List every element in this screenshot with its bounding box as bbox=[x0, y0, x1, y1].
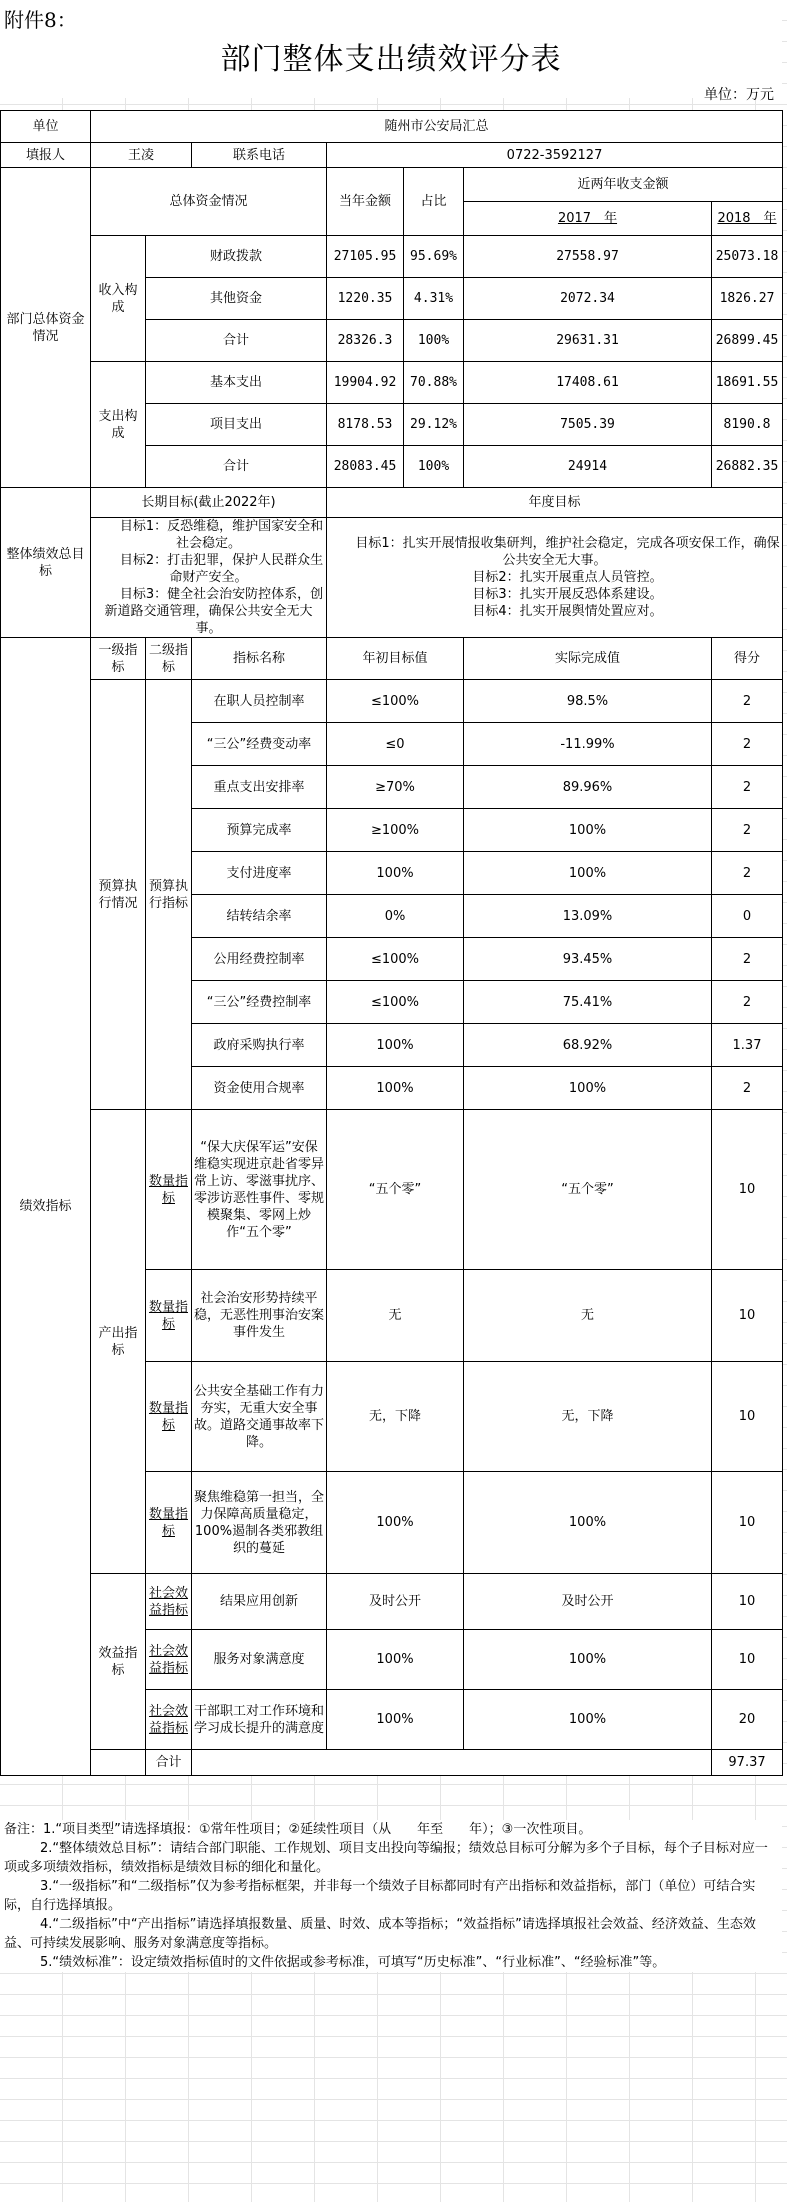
amount-2018-cell[interactable]: 26899.45 bbox=[712, 320, 783, 362]
ratio-cell[interactable]: 4.31% bbox=[404, 278, 464, 320]
phone-label-cell[interactable]: 联系电话 bbox=[192, 143, 327, 168]
score-cell[interactable]: 0 bbox=[712, 895, 783, 938]
score-cell[interactable]: 10 bbox=[712, 1362, 783, 1472]
lvl2-cell[interactable]: 社会效益指标 bbox=[146, 1630, 192, 1690]
score-cell[interactable]: 10 bbox=[712, 1630, 783, 1690]
funds-header-row bbox=[1, 168, 783, 202]
goals-header-row bbox=[1, 488, 783, 518]
target-cell[interactable]: ≤0 bbox=[327, 723, 464, 766]
actual-cell[interactable]: 89.96% bbox=[464, 766, 712, 809]
ratio-header[interactable]: 占比 bbox=[404, 168, 464, 236]
indicator-name-header[interactable]: 指标名称 bbox=[192, 638, 327, 680]
unit-label: 单位：万元 bbox=[704, 87, 774, 103]
indicator-row bbox=[1, 1574, 783, 1630]
actual-cell[interactable]: “五个零” bbox=[464, 1110, 712, 1270]
actual-cell[interactable]: 75.41% bbox=[464, 981, 712, 1024]
lvl2-header[interactable]: 二级指标 bbox=[146, 638, 192, 680]
actual-cell[interactable]: 100% bbox=[464, 1472, 712, 1574]
overall-funds-label[interactable]: 总体资金情况 bbox=[91, 168, 327, 236]
score-cell[interactable]: 2 bbox=[712, 1067, 783, 1110]
benefit-lvl1-label[interactable]: 效益指标 bbox=[91, 1574, 146, 1750]
lvl2-cell[interactable]: 数量指标 bbox=[146, 1472, 192, 1574]
indicator-name-cell[interactable]: 重点支出安排率 bbox=[192, 766, 327, 809]
actual-header[interactable]: 实际完成值 bbox=[464, 638, 712, 680]
indicator-name-cell[interactable]: 资金使用合规率 bbox=[192, 1067, 327, 1110]
filler-value-cell[interactable]: 王凌 bbox=[91, 143, 192, 168]
current-amount-cell[interactable]: 27105.95 bbox=[327, 236, 404, 278]
amount-2017-cell[interactable]: 24914 bbox=[464, 446, 712, 488]
indicator-row bbox=[1, 1110, 783, 1270]
fund-name-cell[interactable]: 合计 bbox=[146, 446, 327, 488]
amount-2017-cell[interactable]: 17408.61 bbox=[464, 362, 712, 404]
target-cell[interactable]: 及时公开 bbox=[327, 1574, 464, 1630]
unit-value-cell[interactable]: 随州市公安局汇总 bbox=[91, 111, 783, 143]
target-cell[interactable]: ≥70% bbox=[327, 766, 464, 809]
indicator-name-cell[interactable]: 支付进度率 bbox=[192, 852, 327, 895]
funds-row bbox=[1, 236, 783, 278]
score-cell[interactable]: 10 bbox=[712, 1270, 783, 1362]
funds-section-label[interactable]: 部门总体资金情况 bbox=[1, 168, 91, 488]
actual-cell[interactable]: 100% bbox=[464, 852, 712, 895]
amount-2017-cell[interactable]: 2072.34 bbox=[464, 278, 712, 320]
indicator-name-cell[interactable]: 结转结余率 bbox=[192, 895, 327, 938]
goals-section-label[interactable]: 整体绩效总目标 bbox=[1, 488, 91, 638]
lvl2-cell[interactable]: 社会效益指标 bbox=[146, 1690, 192, 1750]
score-cell[interactable]: 20 bbox=[712, 1690, 783, 1750]
goals-text-row bbox=[1, 518, 783, 638]
lvl2-cell[interactable]: 社会效益指标 bbox=[146, 1574, 192, 1630]
phone-value-cell[interactable]: 0722-3592127 bbox=[327, 143, 783, 168]
score-header[interactable]: 得分 bbox=[712, 638, 783, 680]
amount-2018-cell[interactable]: 18691.55 bbox=[712, 362, 783, 404]
indicator-name-cell[interactable]: 预算完成率 bbox=[192, 809, 327, 852]
actual-cell[interactable]: 68.92% bbox=[464, 1024, 712, 1067]
funds-row bbox=[1, 362, 783, 404]
footnote-2: 2.“整体绩效总目标”：请结合部门职能、工作规划、项目支出投向等编报；绩效总目标可分解为多个子目标，每个子目标对应一项或多项绩效指标，绩效指标是绩效目标的细化和量化。 bbox=[4, 1841, 768, 1875]
footnote-5: 5.“绩效标准”：设定绩效指标值时的文件依据或参考标准，可填写“历史标准”、“行业标准”、“经验标准”等。 bbox=[40, 1955, 666, 1970]
perf-section-label[interactable]: 绩效指标 bbox=[1, 638, 91, 1776]
score-cell[interactable]: 2 bbox=[712, 938, 783, 981]
indicator-name-cell[interactable]: 政府采购执行率 bbox=[192, 1024, 327, 1067]
actual-cell[interactable]: 100% bbox=[464, 1067, 712, 1110]
target-header[interactable]: 年初目标值 bbox=[327, 638, 464, 680]
current-amount-cell[interactable]: 8178.53 bbox=[327, 404, 404, 446]
total-label-cell[interactable]: 合计 bbox=[146, 1750, 192, 1776]
target-cell[interactable]: 100% bbox=[327, 1690, 464, 1750]
current-amount-cell[interactable]: 1220.35 bbox=[327, 278, 404, 320]
footnotes bbox=[0, 1820, 782, 1972]
score-cell[interactable]: 10 bbox=[712, 1574, 783, 1630]
score-cell[interactable]: 10 bbox=[712, 1472, 783, 1574]
ratio-cell[interactable]: 95.69% bbox=[404, 236, 464, 278]
total-spacer-cell[interactable] bbox=[91, 1750, 146, 1776]
unit-label-cell[interactable]: 单位 bbox=[1, 111, 91, 143]
ratio-cell[interactable]: 70.88% bbox=[404, 362, 464, 404]
indicator-name-cell[interactable]: 公用经费控制率 bbox=[192, 938, 327, 981]
score-cell[interactable]: 1.37 bbox=[712, 1024, 783, 1067]
long-term-goal-text[interactable]: 目标1：反恐维稳，维护国家安全和社会稳定。 目标2：打击犯罪，保护人民群众生命财产安全。 目标3：健全社会治安防控体系，创新道路交通管理，确保公共安全无大事。 bbox=[91, 518, 327, 638]
perf-header-row bbox=[1, 638, 783, 680]
current-amount-header[interactable]: 当年金额 bbox=[327, 168, 404, 236]
actual-cell[interactable]: 无，下降 bbox=[464, 1362, 712, 1472]
target-cell[interactable]: “五个零” bbox=[327, 1110, 464, 1270]
target-cell[interactable]: 100% bbox=[327, 852, 464, 895]
ratio-cell[interactable]: 100% bbox=[404, 446, 464, 488]
score-cell[interactable]: 10 bbox=[712, 1110, 783, 1270]
target-cell[interactable]: 100% bbox=[327, 1024, 464, 1067]
score-cell[interactable]: 2 bbox=[712, 766, 783, 809]
filler-row bbox=[1, 143, 783, 168]
target-cell[interactable]: 100% bbox=[327, 1630, 464, 1690]
amount-2018-cell[interactable]: 8190.8 bbox=[712, 404, 783, 446]
footnote-1: 备注：1.“项目类型”请选择填报：①常年性项目；②延续性项目（从 年至 年）；③一次性项目。 bbox=[4, 1822, 592, 1837]
fund-name-cell[interactable]: 财政拨款 bbox=[146, 236, 327, 278]
indicator-name-cell[interactable]: 服务对象满意度 bbox=[192, 1630, 327, 1690]
amount-2017-cell[interactable]: 7505.39 bbox=[464, 404, 712, 446]
indicator-name-cell[interactable]: 在职人员控制率 bbox=[192, 680, 327, 723]
current-amount-cell[interactable]: 19904.92 bbox=[327, 362, 404, 404]
score-cell[interactable]: 2 bbox=[712, 680, 783, 723]
current-amount-cell[interactable]: 28326.3 bbox=[327, 320, 404, 362]
fund-name-cell[interactable]: 合计 bbox=[146, 320, 327, 362]
indicator-name-cell[interactable]: 公共安全基础工作有力夯实，无重大安全事故。道路交通事故率下降。 bbox=[192, 1362, 327, 1472]
year-2017-text: 2017 年 bbox=[557, 211, 618, 226]
ratio-cell[interactable]: 100% bbox=[404, 320, 464, 362]
target-cell[interactable]: 100% bbox=[327, 1067, 464, 1110]
page-title: 部门整体支出绩效评分表 bbox=[220, 42, 562, 77]
actual-cell[interactable]: 无 bbox=[464, 1270, 712, 1362]
actual-cell[interactable]: -11.99% bbox=[464, 723, 712, 766]
footnote-3: 3.“一级指标”和“二级指标”仅为参考指标框架，并非每一个绩效子目标都同时有产出指标和效益指标，部门（单位）可结合实际，自行选择填报。 bbox=[4, 1879, 756, 1913]
lvl2-cell[interactable]: 数量指标 bbox=[146, 1362, 192, 1472]
target-cell[interactable]: 无 bbox=[327, 1270, 464, 1362]
budget-lvl1-label[interactable]: 预算执行情况 bbox=[91, 680, 146, 1110]
total-row bbox=[1, 1750, 783, 1776]
income-label[interactable]: 收入构成 bbox=[91, 236, 146, 362]
target-cell[interactable]: 100% bbox=[327, 1472, 464, 1574]
total-score-cell[interactable]: 97.37 bbox=[712, 1750, 783, 1776]
indicator-name-cell[interactable]: 聚焦维稳第一担当，全力保障高质量稳定，100%遏制各类邪教组织的蔓延 bbox=[192, 1472, 327, 1574]
unit-row bbox=[1, 111, 783, 143]
score-cell[interactable]: 2 bbox=[712, 723, 783, 766]
amount-2018-cell[interactable]: 1826.27 bbox=[712, 278, 783, 320]
lvl1-header[interactable]: 一级指标 bbox=[91, 638, 146, 680]
actual-cell[interactable]: 100% bbox=[464, 1630, 712, 1690]
actual-cell[interactable]: 13.09% bbox=[464, 895, 712, 938]
target-cell[interactable]: ≤100% bbox=[327, 938, 464, 981]
long-term-goal-header[interactable]: 长期目标(截止2022年) bbox=[91, 488, 327, 518]
target-cell[interactable]: ≤100% bbox=[327, 981, 464, 1024]
fund-name-cell[interactable]: 项目支出 bbox=[146, 404, 327, 446]
amount-2017-cell[interactable]: 29631.31 bbox=[464, 320, 712, 362]
lvl2-cell[interactable]: 数量指标 bbox=[146, 1110, 192, 1270]
actual-cell[interactable]: 及时公开 bbox=[464, 1574, 712, 1630]
amount-2017-cell[interactable]: 27558.97 bbox=[464, 236, 712, 278]
indicator-row bbox=[1, 680, 783, 723]
score-cell[interactable]: 2 bbox=[712, 981, 783, 1024]
current-amount-cell[interactable]: 28083.45 bbox=[327, 446, 404, 488]
fund-name-cell[interactable]: 基本支出 bbox=[146, 362, 327, 404]
attachment-label: 附件8： bbox=[4, 8, 77, 32]
year-2018-text: 2018 年 bbox=[717, 211, 777, 226]
target-cell[interactable]: 0% bbox=[327, 895, 464, 938]
amount-2018-cell[interactable]: 25073.18 bbox=[712, 236, 783, 278]
output-lvl1-label[interactable]: 产出指标 bbox=[91, 1110, 146, 1574]
year-2018-header[interactable] bbox=[712, 202, 783, 236]
target-cell[interactable]: ≤100% bbox=[327, 680, 464, 723]
score-cell[interactable]: 2 bbox=[712, 852, 783, 895]
indicator-name-cell[interactable]: 结果应用创新 bbox=[192, 1574, 327, 1630]
lvl2-cell[interactable]: 数量指标 bbox=[146, 1270, 192, 1362]
performance-table bbox=[0, 110, 783, 1776]
target-cell[interactable]: 无，下降 bbox=[327, 1362, 464, 1472]
actual-cell[interactable]: 98.5% bbox=[464, 680, 712, 723]
indicator-name-cell[interactable]: “三公”经费变动率 bbox=[192, 723, 327, 766]
indicator-name-cell[interactable]: “三公”经费控制率 bbox=[192, 981, 327, 1024]
expense-label[interactable]: 支出构成 bbox=[91, 362, 146, 488]
actual-cell[interactable]: 100% bbox=[464, 1690, 712, 1750]
filler-label-cell[interactable]: 填报人 bbox=[1, 143, 91, 168]
indicator-name-cell[interactable]: “保大庆保军运”安保维稳实现进京赴省零异常上访、零滋事扰序、零涉访恶性事件、零规模聚集、零网上炒作“五个零” bbox=[192, 1110, 327, 1270]
actual-cell[interactable]: 100% bbox=[464, 809, 712, 852]
indicator-name-cell[interactable]: 干部职工对工作环境和学习成长提升的满意度 bbox=[192, 1690, 327, 1750]
amount-2018-cell[interactable]: 26882.35 bbox=[712, 446, 783, 488]
recent-years-header[interactable]: 近两年收支金额 bbox=[464, 168, 783, 202]
annual-goal-header[interactable]: 年度目标 bbox=[327, 488, 783, 518]
year-2017-header[interactable] bbox=[464, 202, 712, 236]
indicator-name-cell[interactable]: 社会治安形势持续平稳，无恶性刑事治安案事件发生 bbox=[192, 1270, 327, 1362]
ratio-cell[interactable]: 29.12% bbox=[404, 404, 464, 446]
footnote-4: 4.“二级指标”中“产出指标”请选择填报数量、质量、时效、成本等指标；“效益指标”请选择填报社会效益、经济效益、生态效益、可持续发展影响、服务对象满意度等指标。 bbox=[4, 1917, 756, 1951]
budget-lvl2-label[interactable]: 预算执行指标 bbox=[146, 680, 192, 1110]
form-header bbox=[0, 0, 782, 103]
actual-cell[interactable]: 93.45% bbox=[464, 938, 712, 981]
score-cell[interactable]: 2 bbox=[712, 809, 783, 852]
fund-name-cell[interactable]: 其他资金 bbox=[146, 278, 327, 320]
annual-goal-text[interactable]: 目标1：扎实开展情报收集研判，维护社会稳定，完成各项安保工作，确保公共安全无大事。 目标2：扎实开展重点人员管控。 目标3：扎实开展反恐体系建设。 目标4：扎实开展舆情处置应对。 bbox=[327, 518, 783, 638]
target-cell[interactable]: ≥100% bbox=[327, 809, 464, 852]
total-empty-cell[interactable] bbox=[192, 1750, 712, 1776]
